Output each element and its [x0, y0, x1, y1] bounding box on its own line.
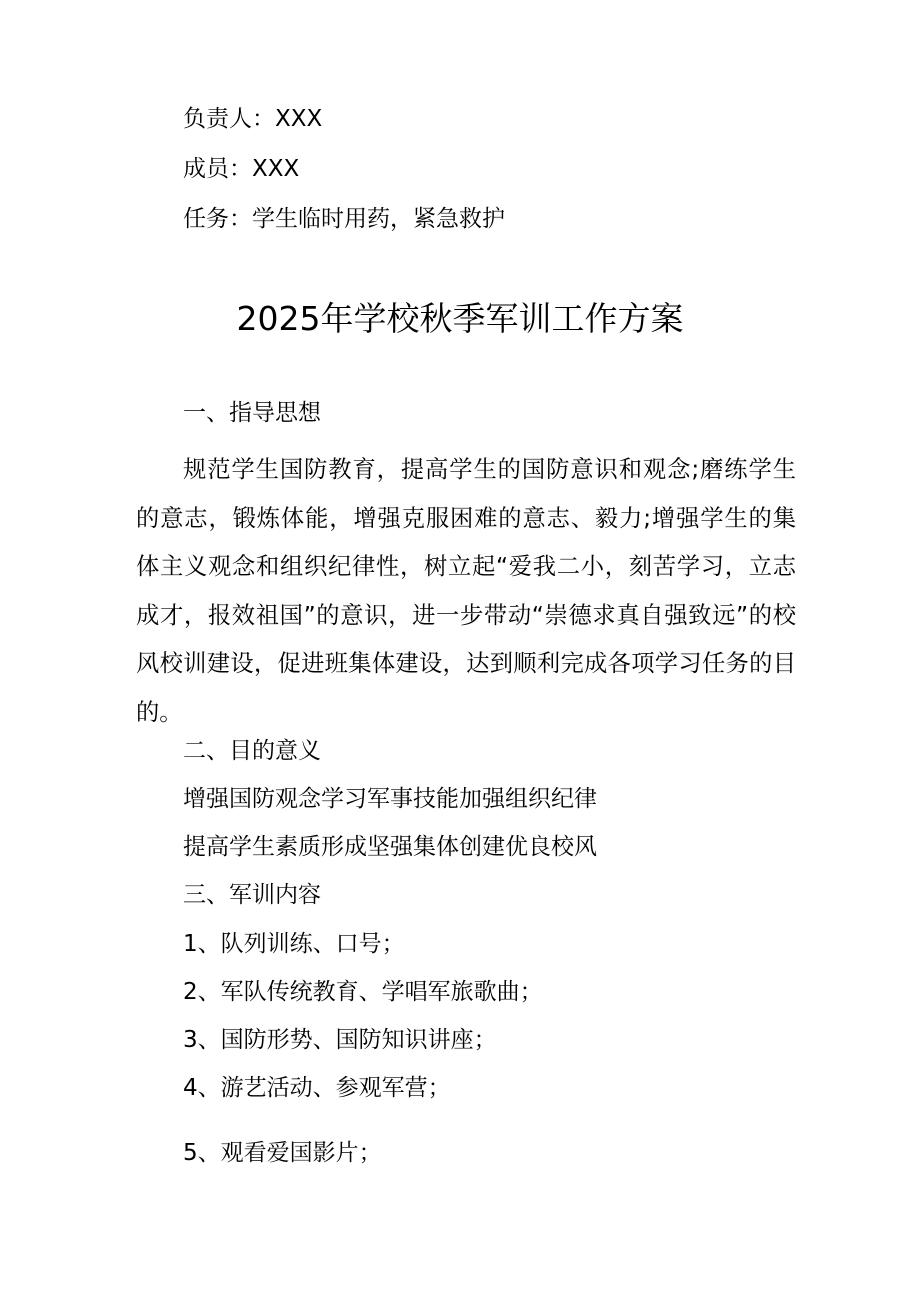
responsible-line: 负责人：XXX [183, 106, 323, 132]
content-list-item: 5、观看爱国影片； [183, 1140, 382, 1166]
purpose-line-2: 提高学生素质形成坚强集体创建优良校风 [183, 834, 597, 860]
guiding-thought-paragraph: 规范学生国防教育，提高学生的国防意识和观念;磨练学生的意志，锻炼体能，增强克服困难的意志、毅力;增强学生的集体主义观念和组织纪律性，树立起“爱我二小，刻苦学习，立志成才，报效祖国”的意识，进一步带动“崇德求真自强致远”的校风校训建设，促进班集体建设，达到顺利完成各项学习任务的目的。 [136, 456, 796, 726]
purpose-line-1: 增强国防观念学习军事技能加强组织纪律 [183, 786, 597, 812]
members-line: 成员：XXX [183, 156, 300, 182]
document-title: 2025年学校秋季军训工作方案 [236, 299, 684, 338]
content-list-item: 2、军队传统教育、学唱军旅歌曲； [183, 979, 543, 1005]
content-list-item: 1、队列训练、口号； [183, 931, 405, 957]
task-line: 任务：学生临时用药，紧急救护 [183, 206, 505, 232]
content-list-item: 3、国防形势、国防知识讲座； [183, 1027, 497, 1053]
section-heading-purpose: 二、目的意义 [183, 738, 321, 764]
section-heading-training-content: 三、军训内容 [183, 882, 321, 908]
section-heading-guiding-thought: 一、指导思想 [183, 400, 321, 426]
content-list-item: 4、游艺活动、参观军营； [183, 1075, 451, 1101]
